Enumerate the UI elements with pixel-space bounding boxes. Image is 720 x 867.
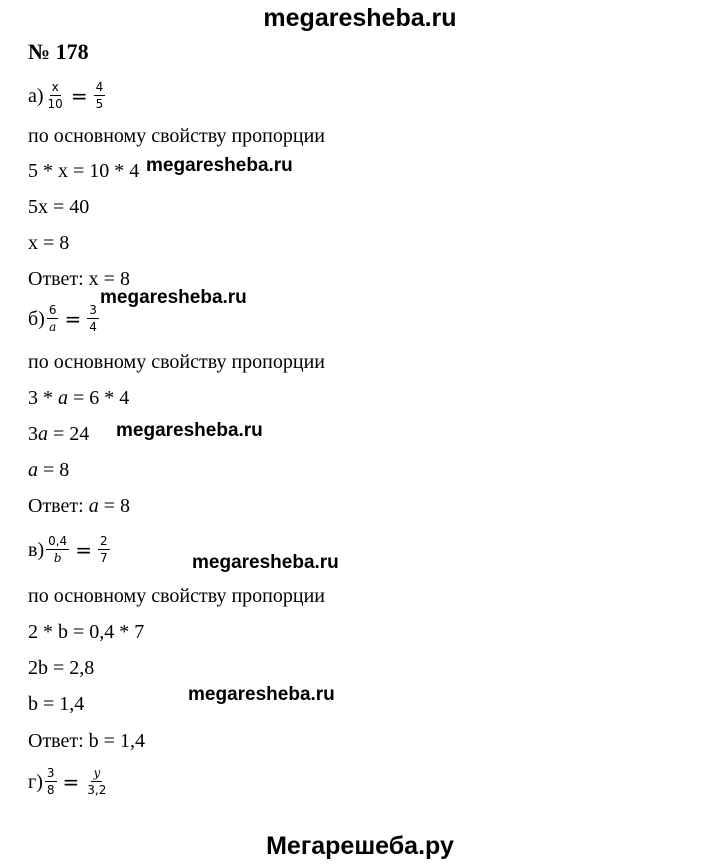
part-v-step-1: 2 * b = 0,4 * 7 [28,621,145,643]
watermark: megaresheba.ru [116,420,263,441]
fraction-numerator: 0,4 [48,534,68,548]
part-b-fraction-right [87,303,99,334]
part-b-label: б) [28,307,45,330]
variable-a: a [58,387,68,409]
part-b-step-2 [28,422,89,446]
fraction-denominator: 5 [95,97,104,111]
step-text: 3 * [28,387,58,409]
part-g-fraction-left [45,766,57,797]
fraction-numerator: 2 [99,534,108,548]
part-v-label: в) [28,538,45,561]
part-b-step-3 [28,458,69,482]
part-v-fraction-right [98,534,110,565]
part-b-equation [28,303,101,334]
site-footer: Мегарешеба.ру [266,832,454,860]
watermark: megaresheba.ru [100,287,247,308]
fraction-numerator: x [51,80,59,94]
watermark: megaresheba.ru [188,684,335,705]
task-number: № 178 [28,39,89,64]
fraction-denominator: 7 [99,551,108,565]
equals-sign: = [75,537,92,562]
part-g-fraction-right [85,766,108,797]
part-g-label: г) [28,770,43,793]
fraction-denominator: b [53,551,62,565]
part-a-label: а) [28,84,44,107]
step-text: = 24 [48,423,90,445]
fraction-numerator: 3 [46,766,55,780]
fraction-denominator: 4 [89,320,97,334]
step-text: 3 [28,423,38,445]
part-v-step-3: b = 1,4 [28,693,85,715]
part-g-equation [28,766,110,797]
variable-a: a [88,495,99,517]
part-a-rule: по основному свойству пропорции [28,125,325,147]
equals-sign: = [64,306,82,331]
step-text: = 8 [98,495,130,517]
part-a-fraction-right [94,80,106,111]
watermark: megaresheba.ru [192,552,339,573]
equals-sign: = [70,83,88,108]
step-text: = 8 [38,459,70,481]
part-a-answer: Ответ: x = 8 [28,268,130,290]
part-a-step-1: 5 * x = 10 * 4 [28,160,140,182]
fraction-denominator: 8 [46,783,55,797]
part-a-step-2: 5x = 40 [28,196,90,218]
fraction-numerator: 6 [48,303,57,317]
part-b-answer [28,494,130,518]
part-v-answer: Ответ: b = 1,4 [28,730,145,752]
part-a-equation [28,80,107,111]
watermark: megaresheba.ru [146,155,293,176]
site-header: megaresheba.ru [263,4,457,32]
step-text: = 6 * 4 [68,387,130,409]
step-text: Ответ: [28,495,89,517]
fraction-numerator: 3 [89,303,97,317]
part-a-fraction-left [46,80,65,111]
part-v-step-2: 2b = 2,8 [28,657,95,679]
fraction-numerator: 4 [95,80,104,94]
part-b-rule: по основному свойству пропорции [28,351,325,373]
part-v-equation [28,534,112,565]
part-a-step-3: x = 8 [28,232,70,254]
fraction-denominator: 3,2 [87,783,107,797]
variable-a: a [38,423,48,445]
fraction-numerator: y [93,766,101,780]
part-b-fraction-left [47,303,59,334]
part-v-fraction-left [46,534,69,565]
part-v-rule: по основному свойству пропорции [28,585,325,607]
part-b-step-1 [28,386,129,410]
fraction-denominator: 10 [47,97,63,111]
equals-sign: = [62,769,80,794]
fraction-denominator: a [49,320,57,334]
variable-a: a [28,459,38,481]
